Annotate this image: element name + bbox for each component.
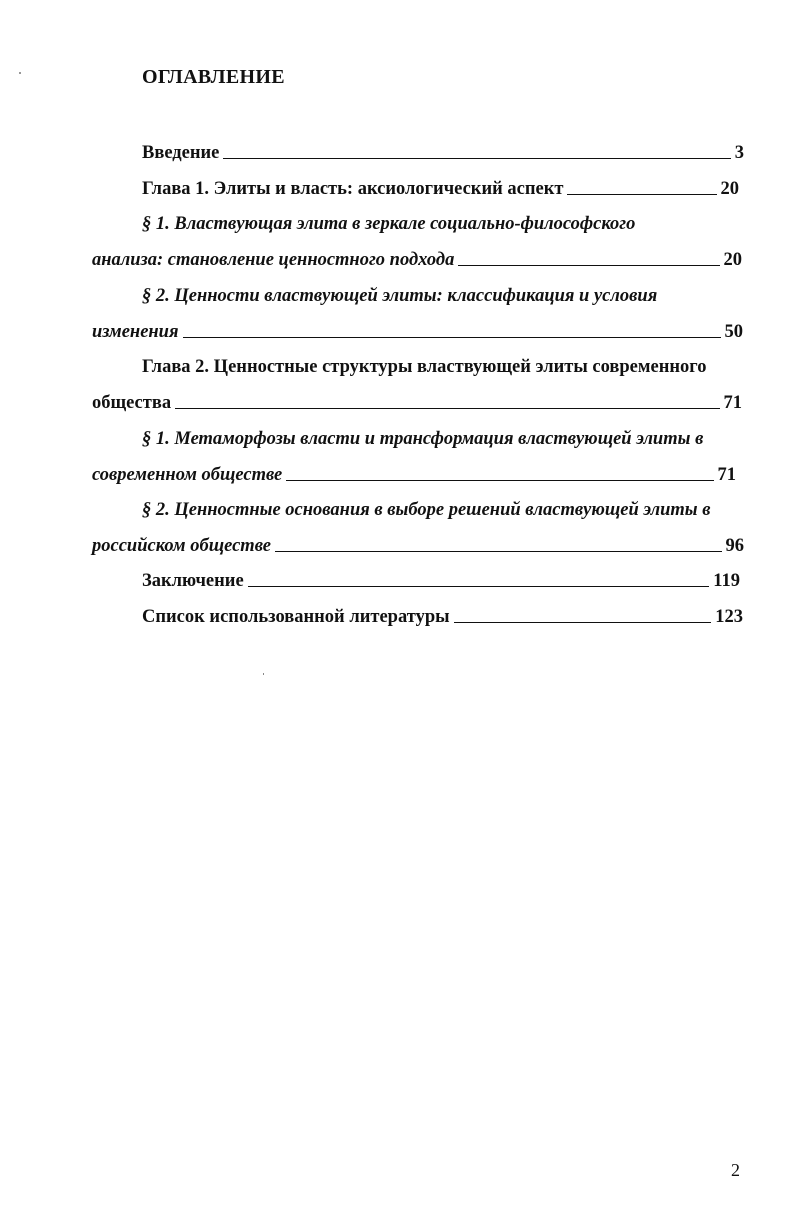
toc-entry-text: российском обществе — [92, 536, 271, 556]
toc-entry-text: общества — [92, 393, 172, 413]
toc-entry-text: Список использованной литературы — [142, 607, 450, 627]
toc-entry-text: современном обществе — [92, 465, 283, 485]
toc-entry-page: 123 — [715, 607, 743, 627]
leader-line — [175, 390, 719, 409]
toc-entry-section-2-1-line2 — [92, 462, 736, 488]
toc-entry-text: изменения — [92, 322, 179, 342]
toc-entry-section-1-2-line2 — [92, 319, 743, 345]
toc-entry-text: Заключение — [142, 571, 244, 591]
toc-title: ОГЛАВЛЕНИЕ — [142, 66, 285, 88]
toc-entry-section-1-1-line2 — [92, 247, 742, 273]
toc-entry-text: Введение — [142, 143, 220, 163]
toc-entry-section-1-1-line1: § 1. Властвующая элита в зеркале социально-философского — [142, 214, 636, 234]
toc-entry-page: 71 — [717, 465, 736, 485]
leader-line — [286, 462, 713, 481]
scan-speck — [19, 72, 21, 74]
toc-entry-introduction — [142, 140, 744, 166]
toc-entry-page: 20 — [723, 250, 742, 270]
toc-entry-chapter-1 — [142, 176, 739, 202]
toc-entry-section-2-2-line2 — [92, 533, 744, 559]
leader-line — [458, 247, 719, 266]
toc-entry-text: Глава 1. Элиты и власть: аксиологический аспект — [142, 179, 564, 199]
leader-line — [567, 176, 716, 195]
leader-line — [454, 604, 712, 623]
toc-entry-section-2-1-line1: § 1. Метаморфозы власти и трансформация властвующей элиты в — [142, 429, 704, 449]
toc-entry-page: 50 — [724, 322, 743, 342]
toc-entry-page: 20 — [720, 179, 739, 199]
toc-entry-chapter-2-line2 — [92, 390, 742, 416]
toc-entry-section-2-2-line1: § 2. Ценностные основания в выборе решений властвующей элиты в — [142, 500, 711, 520]
leader-line — [275, 533, 722, 552]
scan-speck — [263, 673, 264, 675]
toc-entry-section-1-2-line1: § 2. Ценности властвующей элиты: классификация и условия — [142, 286, 658, 306]
toc-entry-page: 71 — [723, 393, 742, 413]
toc-entry-text: анализа: становление ценностного подхода — [92, 250, 455, 270]
page-number: 2 — [731, 1160, 740, 1180]
toc-entry-page: 119 — [713, 571, 740, 591]
leader-line — [183, 319, 721, 338]
toc-entry-page: 96 — [725, 536, 744, 556]
leader-line — [223, 140, 730, 159]
toc-entry-bibliography — [142, 604, 743, 630]
toc-entry-page: 3 — [734, 143, 744, 163]
toc-entry-conclusion — [142, 568, 740, 594]
leader-line — [248, 568, 710, 587]
toc-entry-chapter-2-line1: Глава 2. Ценностные структуры властвующей элиты современного — [142, 357, 707, 377]
